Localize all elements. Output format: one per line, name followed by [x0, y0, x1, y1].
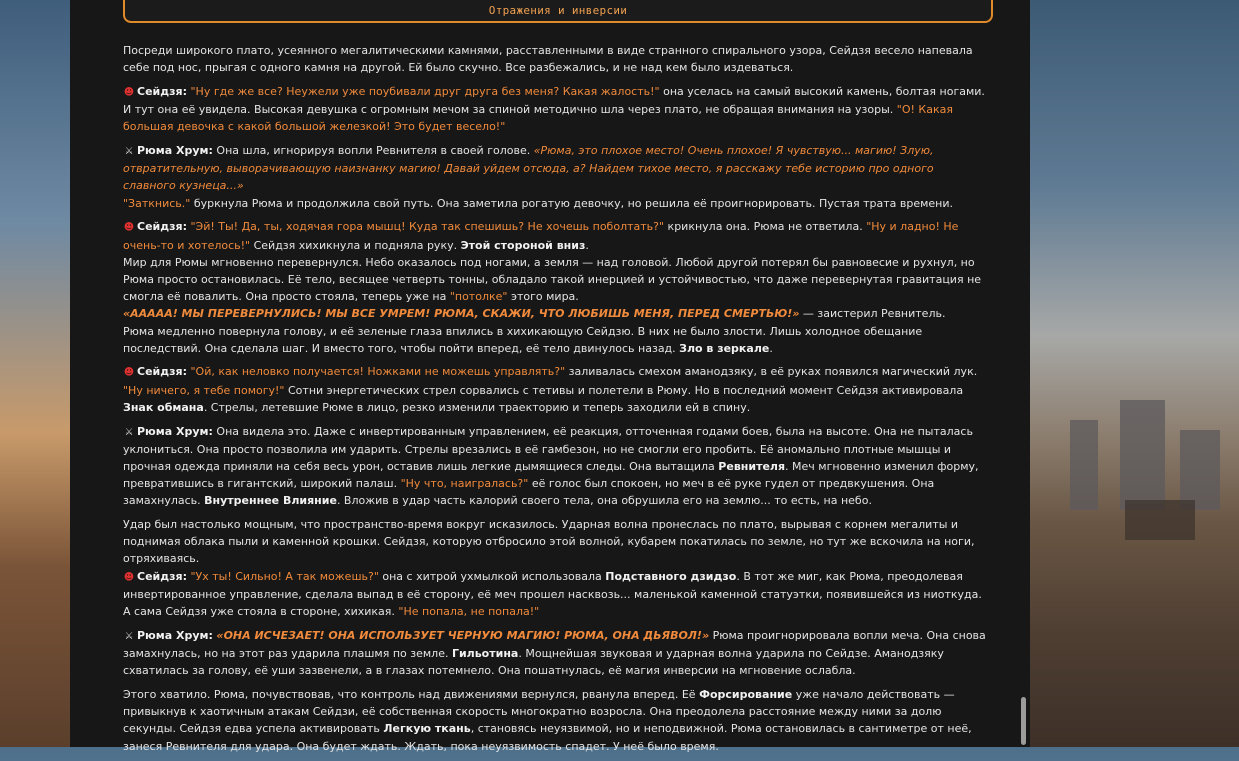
paragraph: Посреди широкого плато, усеянного мегалитическими камнями, расставленными в виде странного спирального узора, Сейдзя весело напевала себе под нос, прыгая с одного камня на другой. Ей было скучно. Все разбежались, и не над кем было издеваться.	[123, 44, 973, 75]
demon-face-icon: ☻	[123, 367, 135, 379]
paragraph: ☻ Сейдзя: "Эй! Ты! Да, ты, ходячая гора мышц! Куда так спешишь? Не хочешь поболтать?" крикнула она. Рюма не ответила. "Ну и ладно! Не очень-то и хотелось!" Сейдзя хихикнула и подняла руку. Этой стороной вниз. Мир для Рюмы мгновенно перевернулся. Небо оказалось под ногами, а земля — над головой. Любой другой потерял бы равновесие и рухнул, но Рюма просто остановилась. Её тело, весящее четверть тонны, обладало такой инерцией и устойчивостью, что даже перевернутая гравитация не смогла её повалить. Она просто стояла, теперь уже на "потолке" этого мира. «ААААА! МЫ ПЕРЕВЕРНУЛИСЬ! МЫ ВСЕ УМРЕМ! РЮМА, СКАЖИ, ЧТО ЛЮБИШЬ МЕНЯ, ПЕРЕД СМЕРТЬЮ!» — заистерил Ревнитель. Рюма медленно повернула голову, и её зеленые глаза впились в хихикающую Сейдзю. В них не было злости. Лишь холодное обещание последствий. Она сделала шаг. И вместо того, чтобы пойти вперед, её тело двинулось назад. Зло в зеркале.	[123, 220, 982, 355]
story-title: Отражения и инверсии	[488, 4, 628, 17]
paragraph: ⚔ Рюма Хрум: Она видела это. Даже с инвертированным управлением, её реакция, отточенная годами боев, была на высоте. Она не пыталась уклониться. Она просто позволила им ударить. Стрелы врезались в её гамбезон, но не смогли его пробить. Её аномально плотные мышцы и прочная одежда приняли на себя весь урон, оставив лишь легкие дымящиеся следы. Она вытащила Ревнителя. Меч мгновенно изменил форму, превратившись в гигантский, широкий палаш. "Ну что, наигралась?" её голос был спокоен, но меч в её руке гудел от предвкушения. Она замахнулась. Внутреннее Влияние. Вложив в удар часть калорий своего тела, она обрушила его на землю... то есть, на небо.	[123, 424, 979, 508]
rock-formation	[1070, 420, 1098, 510]
scrollbar-thumb[interactable]	[1021, 697, 1026, 745]
story-panel	[70, 0, 1030, 753]
paragraph: ⚔ Рюма Хрум: Она шла, игнорируя вопли Ревнителя в своей голове. «Рюма, это плохое место! Очень плохое! Я чувствую... магию! Злую, отвратительную, выворачивающую наизнанку магию! Давай уйдем отсюда, а? Найдем тихое место, я расскажу тебе историю про одного славного кузнеца...» "Заткнись." буркнула Рюма и продолжила свой путь. Она заметила рогатую девочку, но решила её проигнорировать. Пустая трата времени.	[123, 144, 953, 210]
paragraph: ⚔ Рюма Хрум: «ОНА ИСЧЕЗАЕТ! ОНА ИСПОЛЬЗУЕТ ЧЕРНУЮ МАГИЮ! РЮМА, ОНА ДЬЯВОЛ!» Рюма проигнорировала вопли меча. Она снова замахнулась, но на этот раз ударила плашмя по земле. Гильотина. Мощнейшая звуковая и ударная волна ударила по Сейдзе. Аманодзяку схватилась за голову, её уши зазвенели, а в глазах потемнело. Она пошатнулась, её магия инверсии на мгновение ослабла.	[123, 628, 986, 678]
story-text	[123, 42, 989, 761]
demon-face-icon: ☻	[123, 222, 135, 234]
crossed-swords-icon: ⚔	[124, 426, 134, 438]
paragraph: ☻ Сейдзя: "Ну где же все? Неужели уже поубивали друг друга без меня? Какая жалость!" она уселась на самый высокий камень, болтая ногами. И тут она её увидела. Высокая девушка с огромным мечом за спиной методично шла через плато, не обращая внимания на узоры. "О! Какая большая девочка с какой большой железкой! Это будет весело!"	[123, 84, 985, 134]
demon-face-icon: ☻	[123, 86, 135, 98]
crossed-swords-icon: ⚔	[124, 630, 134, 642]
rock-formation	[1180, 430, 1220, 510]
paragraph: Удар был настолько мощным, что пространство-время вокруг исказилось. Ударная волна пронеслась по плато, вырывая с корнем мегалиты и поднимая облака пыли и каменной крошки. Сейдзя, которую отбросило этой волной, кубарем покатилась по земле, но тут же вскочила на ноги, отряхиваясь. ☻ Сейдзя: "Ух ты! Сильно! А так можешь?" она с хитрой ухмылкой использовала Подставного дзидзо. В тот же миг, как Рюма, преодолевая инвертированное управление, сделала выпад в её сторону, её меч прошел насквозь... маленькой каменной статуэтки, появившейся из ниоткуда. А сама Сейдзя уже стояла в стороне, хихикая. "Не попала, не попала!"	[123, 518, 982, 619]
title-box	[123, 0, 993, 23]
background-right	[1030, 0, 1239, 747]
demon-face-icon: ☻	[123, 571, 135, 583]
paragraph: Этого хватило. Рюма, почувствовав, что контроль над движениями вернулся, рванула вперед. Её Форсирование уже начало действовать — привыкнув к хаотичным атакам Сейдзи, её собственная скорость многократно возросла. Она преодолела расстояние между ними за долю секунды. Сейдзя едва успела активировать Легкую ткань, становясь неуязвимой, но и неподвижной. Рюма остановилась в сантиметре от неё, занеся Ревнителя для удара. Она будет ждать. Ждать, пока неуязвимость спадет. У неё было время.	[123, 687, 972, 753]
rock-formation	[1125, 500, 1195, 540]
crossed-swords-icon: ⚔	[124, 146, 134, 158]
paragraph: ☻ Сейдзя: "Ой, как неловко получается! Ножками не можешь управлять?" заливалась смехом аманодзяку, в её руках появился магический лук. "Ну ничего, я тебе помогу!" Сотни энергетических стрел сорвались с тетивы и полетели в Рюму. Но в последний момент Сейдзя активировала Знак обмана. Стрелы, летевшие Рюме в лицо, резко изменили траекторию и теперь заходили ей в спину.	[123, 365, 978, 414]
background-left	[0, 0, 70, 747]
rock-formation	[1120, 400, 1165, 510]
